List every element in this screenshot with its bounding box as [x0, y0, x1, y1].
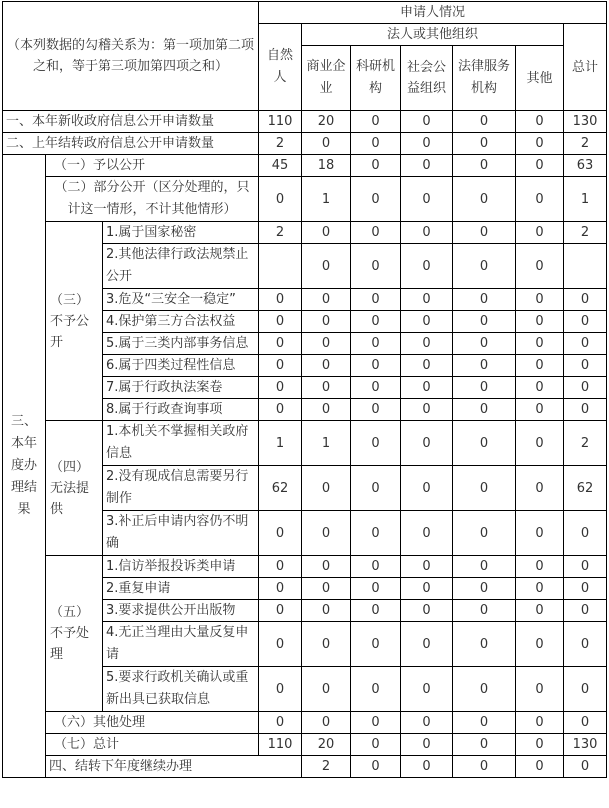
header-legal-group: 法人或其他组织 [302, 24, 564, 46]
cell-research: 0 [351, 289, 401, 311]
cell-social: 0 [401, 466, 453, 511]
table-row [3, 556, 607, 578]
cell-natural: 0 [259, 377, 302, 399]
cell-business: 0 [351, 756, 401, 778]
table-row [3, 734, 607, 756]
cell-other: 0 [516, 244, 564, 289]
subsection-label: （三）不予公开 [46, 222, 103, 421]
cell-legal-service: 0 [453, 289, 516, 311]
cell-natural: 2 [259, 222, 302, 244]
cell-business: 0 [302, 289, 351, 311]
cell-legal-service: 0 [453, 556, 516, 578]
cell-other: 0 [516, 511, 564, 556]
row-label: 5.要求行政机关确认或重新出具已获取信息 [103, 667, 259, 712]
cell-total: 0 [564, 511, 607, 556]
cell-total: 63 [564, 155, 607, 177]
cell-total: 2 [564, 133, 607, 155]
row-label: 4.无正当理由大量反复申请 [103, 622, 259, 667]
row-label: 3.要求提供公开出版物 [103, 600, 259, 622]
cell-total: 0 [564, 578, 607, 600]
cell-natural: 0 [259, 600, 302, 622]
cell-social: 0 [401, 311, 453, 333]
cell-legal-service: 0 [453, 333, 516, 355]
cell-other: 0 [516, 667, 564, 712]
cell-social: 0 [401, 399, 453, 421]
cell-social: 0 [401, 667, 453, 712]
row-label: 5.属于三类内部事务信息 [103, 333, 259, 355]
header-row-1 [3, 2, 607, 24]
cell-research: 0 [351, 333, 401, 355]
cell-other: 0 [516, 421, 564, 466]
cell-business: 20 [302, 111, 351, 133]
cell-natural: 0 [259, 712, 302, 734]
cell-business: 0 [302, 333, 351, 355]
cell-research: 0 [351, 133, 401, 155]
cell-natural: 0 [259, 311, 302, 333]
cell-social: 0 [401, 177, 453, 222]
row-label: 四、结转下年度继续办理 [46, 756, 302, 778]
cell-natural: 0 [259, 289, 302, 311]
cell-total: 0 [564, 667, 607, 712]
cell-business: 0 [302, 355, 351, 377]
cell-business: 0 [302, 377, 351, 399]
cell-total: 130 [564, 734, 607, 756]
cell-research: 0 [351, 244, 401, 289]
row-label: （二）部分公开（区分处理的，只计这一情形，不计其他情形） [46, 177, 259, 222]
cell-legal-service: 0 [453, 377, 516, 399]
cell-legal-service: 0 [453, 222, 516, 244]
cell-total: 2 [564, 421, 607, 466]
cell-social: 0 [401, 133, 453, 155]
cell-other: 0 [516, 578, 564, 600]
cell-social: 0 [401, 111, 453, 133]
cell-total: 0 [564, 399, 607, 421]
cell-research: 0 [351, 377, 401, 399]
cell-social: 0 [401, 712, 453, 734]
cell-research: 0 [351, 355, 401, 377]
table-row [3, 712, 607, 734]
cell-natural: 0 [259, 511, 302, 556]
cell-social: 0 [453, 756, 516, 778]
cell-research: 0 [351, 155, 401, 177]
cell-social: 0 [401, 622, 453, 667]
row-label: 6.属于四类过程性信息 [103, 355, 259, 377]
row-label: 2.其他法律行政法规禁止公开 [103, 244, 259, 289]
cell-legal-service: 0 [453, 712, 516, 734]
cell-legal-service: 0 [453, 177, 516, 222]
cell-other: 0 [516, 734, 564, 756]
cell-other: 0 [516, 177, 564, 222]
header-note: （本列数据的勾稽关系为：第一项加第二项之和，等于第三项加第四项之和） [3, 2, 259, 111]
row-label: （六）其他处理 [46, 712, 259, 734]
cell-total: 0 [564, 600, 607, 622]
cell-legal-service: 0 [453, 734, 516, 756]
header-research: 科研机构 [351, 46, 401, 111]
cell-social: 0 [401, 734, 453, 756]
cell-business: 0 [302, 511, 351, 556]
cell-natural: 0 [259, 333, 302, 355]
cell-research: 0 [351, 734, 401, 756]
table-row [3, 756, 607, 778]
header-legal-service: 法律服务机构 [453, 46, 516, 111]
row-label: 2.没有现成信息需要另行制作 [103, 466, 259, 511]
cell-natural: 0 [259, 355, 302, 377]
cell-other: 0 [516, 222, 564, 244]
cell-total: 130 [564, 111, 607, 133]
cell-business: 18 [302, 155, 351, 177]
cell-business: 0 [302, 578, 351, 600]
row-label: 4.保护第三方合法权益 [103, 311, 259, 333]
cell-natural: 0 [259, 177, 302, 222]
cell-research: 0 [401, 756, 453, 778]
cell-social: 0 [401, 600, 453, 622]
cell-total: 0 [564, 377, 607, 399]
cell-research: 0 [351, 177, 401, 222]
cell-business: 0 [302, 600, 351, 622]
row-label: 1.信访举报投诉类申请 [103, 556, 259, 578]
cell-business: 0 [302, 466, 351, 511]
cell-business: 0 [302, 622, 351, 667]
cell-research: 0 [351, 421, 401, 466]
cell-business: 0 [302, 667, 351, 712]
cell-legal-service: 0 [453, 622, 516, 667]
cell-natural: 2 [259, 133, 302, 155]
header-natural-person: 自然人 [259, 24, 302, 111]
cell-other: 0 [516, 622, 564, 667]
cell-natural: 0 [259, 667, 302, 712]
cell-social: 0 [401, 289, 453, 311]
cell-social: 0 [401, 377, 453, 399]
cell-business: 0 [302, 133, 351, 155]
table-row [3, 111, 607, 133]
cell-natural: 62 [259, 466, 302, 511]
row-label: （七）总计 [46, 734, 259, 756]
cell-other: 0 [516, 712, 564, 734]
row-label: 3.危及“三安全一稳定” [103, 289, 259, 311]
cell-legal-service: 0 [453, 421, 516, 466]
row-label: 1.属于国家秘密 [103, 222, 259, 244]
header-other: 其他 [516, 46, 564, 111]
subsection-label: （五）不予处理 [46, 556, 103, 712]
cell-total: 62 [564, 466, 607, 511]
cell-total: 1 [564, 177, 607, 222]
cell-natural [259, 244, 302, 289]
cell-other: 0 [516, 333, 564, 355]
cell-legal-service: 0 [453, 355, 516, 377]
cell-natural: 110 [259, 734, 302, 756]
cell-total [564, 244, 607, 289]
cell-legal-service: 0 [453, 399, 516, 421]
cell-other: 0 [516, 466, 564, 511]
cell-social: 0 [401, 578, 453, 600]
cell-other: 0 [516, 289, 564, 311]
header-social: 社会公益组织 [401, 46, 453, 111]
cell-legal-service: 0 [453, 244, 516, 289]
row-label: 二、上年结转政府信息公开申请数量 [3, 133, 259, 155]
header-business: 商业企业 [302, 46, 351, 111]
cell-business: 1 [302, 421, 351, 466]
cell-legal-service: 0 [453, 111, 516, 133]
cell-other: 0 [516, 311, 564, 333]
cell-other: 0 [516, 111, 564, 133]
table-row [3, 155, 607, 177]
cell-other: 0 [516, 155, 564, 177]
cell-research: 0 [351, 466, 401, 511]
cell-business: 0 [302, 712, 351, 734]
subsection-label: （四）无法提供 [46, 421, 103, 556]
cell-natural: 2 [302, 756, 351, 778]
cell-other: 0 [516, 399, 564, 421]
cell-natural: 0 [259, 578, 302, 600]
header-applicant-group: 申请人情况 [259, 2, 607, 24]
section3-label: 三、本年度办理结果 [3, 155, 46, 778]
cell-total: 0 [564, 333, 607, 355]
cell-business: 0 [302, 244, 351, 289]
row-label: 2.重复申请 [103, 578, 259, 600]
cell-research: 0 [351, 399, 401, 421]
cell-legal-service: 0 [453, 667, 516, 712]
cell-legal-service: 0 [453, 466, 516, 511]
cell-total: 0 [564, 311, 607, 333]
cell-social: 0 [401, 355, 453, 377]
cell-social: 0 [401, 155, 453, 177]
cell-research: 0 [351, 311, 401, 333]
cell-research: 0 [351, 667, 401, 712]
cell-other: 0 [516, 600, 564, 622]
cell-research: 0 [351, 578, 401, 600]
cell-business: 0 [302, 556, 351, 578]
cell-research: 0 [351, 111, 401, 133]
cell-other: 0 [516, 355, 564, 377]
cell-research: 0 [351, 511, 401, 556]
cell-business: 0 [302, 311, 351, 333]
cell-social: 0 [401, 421, 453, 466]
cell-total: 0 [564, 712, 607, 734]
cell-business: 20 [302, 734, 351, 756]
cell-social: 0 [401, 556, 453, 578]
cell-legal-service: 0 [453, 578, 516, 600]
cell-business: 0 [302, 399, 351, 421]
cell-natural: 0 [259, 556, 302, 578]
cell-other: 0 [516, 377, 564, 399]
cell-legal-service: 0 [453, 511, 516, 556]
cell-other: 0 [564, 756, 607, 778]
cell-total: 2 [564, 222, 607, 244]
cell-legal-service: 0 [453, 600, 516, 622]
cell-legal-service: 0 [516, 756, 564, 778]
table-row [3, 177, 607, 222]
table-row [3, 222, 607, 244]
cell-natural: 45 [259, 155, 302, 177]
table-row [3, 133, 607, 155]
cell-research: 0 [351, 712, 401, 734]
cell-natural: 0 [259, 399, 302, 421]
row-label: 一、本年新收政府信息公开申请数量 [3, 111, 259, 133]
cell-other: 0 [516, 556, 564, 578]
row-label: 7.属于行政执法案卷 [103, 377, 259, 399]
government-info-disclosure-table [2, 1, 607, 778]
cell-research: 0 [351, 600, 401, 622]
cell-natural: 1 [259, 421, 302, 466]
cell-total: 0 [564, 355, 607, 377]
cell-natural: 110 [259, 111, 302, 133]
cell-legal-service: 0 [453, 155, 516, 177]
table-row [3, 421, 607, 466]
cell-total: 0 [564, 556, 607, 578]
cell-social: 0 [401, 333, 453, 355]
header-total: 总计 [564, 24, 607, 111]
row-label: 3.补正后申请内容仍不明确 [103, 511, 259, 556]
row-label: 8.属于行政查询事项 [103, 399, 259, 421]
row-label: 1.本机关不掌握相关政府信息 [103, 421, 259, 466]
cell-social: 0 [401, 511, 453, 556]
cell-research: 0 [351, 556, 401, 578]
cell-research: 0 [351, 622, 401, 667]
cell-total: 0 [564, 289, 607, 311]
cell-social: 0 [401, 244, 453, 289]
cell-business: 1 [302, 177, 351, 222]
cell-social: 0 [401, 222, 453, 244]
cell-business: 0 [302, 222, 351, 244]
row-label: （一）予以公开 [46, 155, 259, 177]
cell-natural: 0 [259, 622, 302, 667]
cell-research: 0 [351, 222, 401, 244]
cell-legal-service: 0 [453, 311, 516, 333]
cell-legal-service: 0 [453, 133, 516, 155]
cell-total: 0 [564, 622, 607, 667]
cell-other: 0 [516, 133, 564, 155]
